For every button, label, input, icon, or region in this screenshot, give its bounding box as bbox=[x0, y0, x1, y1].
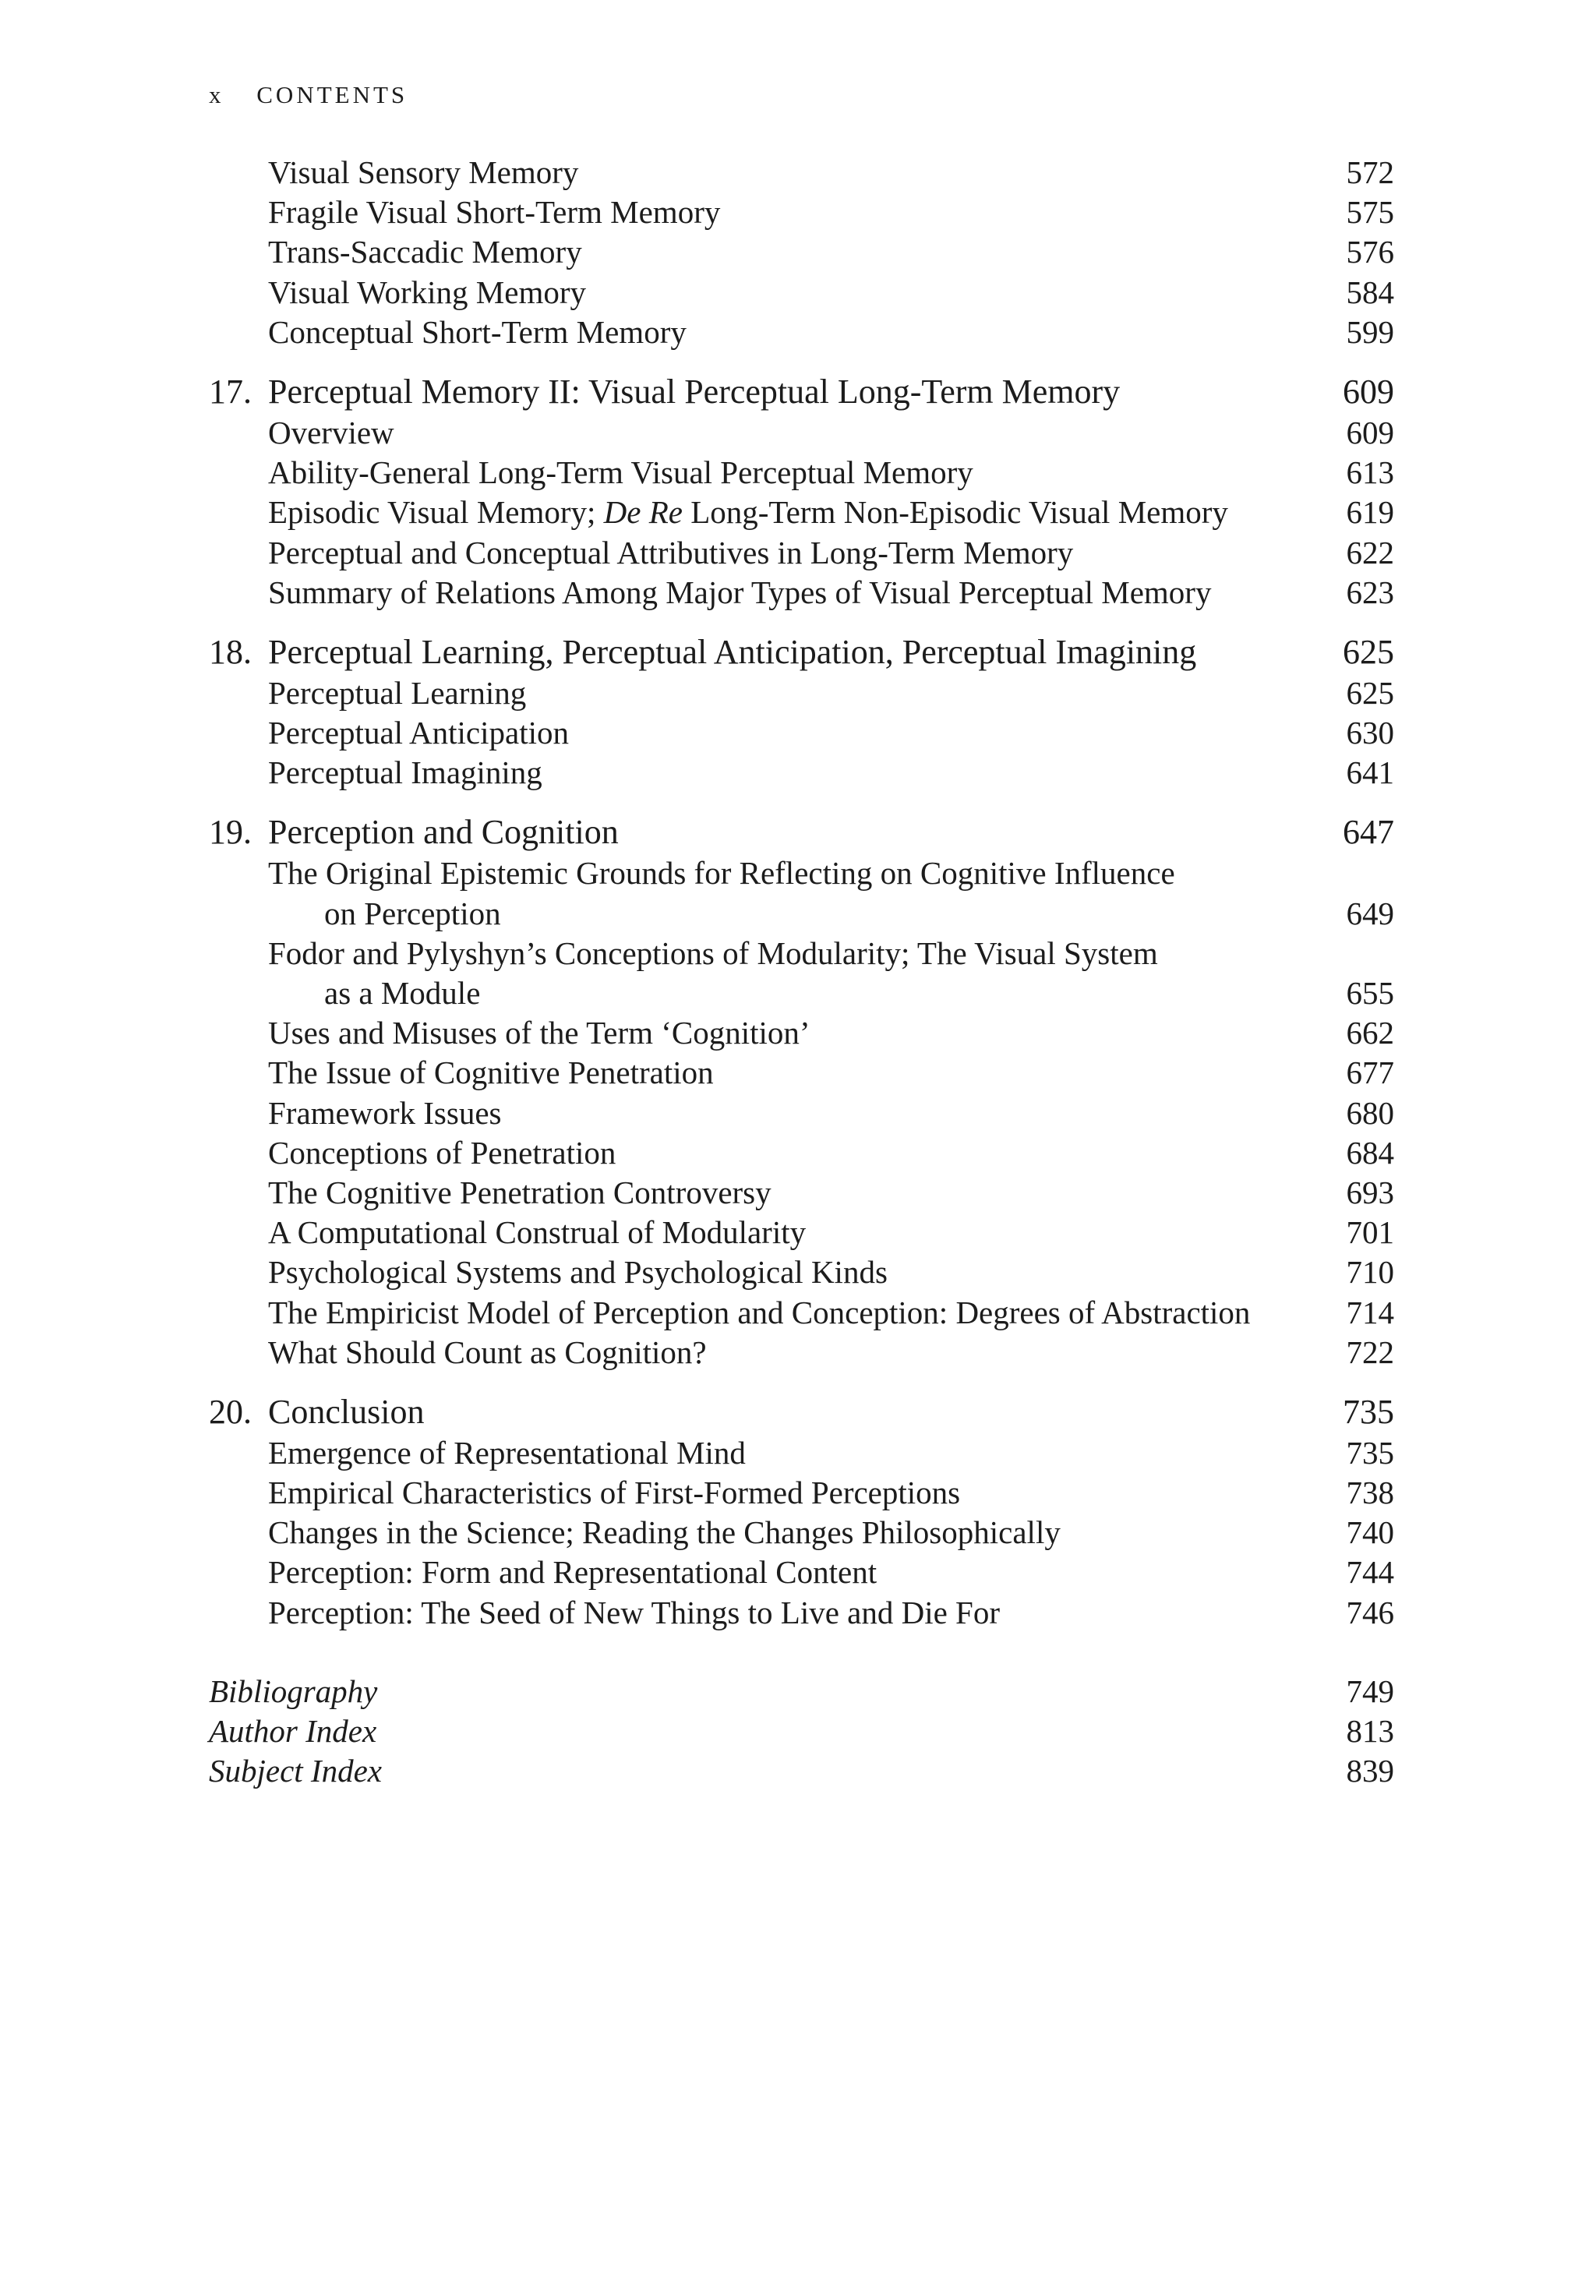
page-number: 623 bbox=[1346, 574, 1394, 610]
chapter-number: 18. bbox=[209, 632, 252, 671]
toc-section bbox=[209, 1433, 1394, 1473]
folio: x bbox=[209, 81, 224, 108]
section-title: Changes in the Science; Reading the Changes Philosophically bbox=[268, 1514, 1061, 1551]
section-title: Empirical Characteristics of First-Formed Perceptions bbox=[268, 1475, 961, 1511]
section-title: Fodor and Pylyshyn’s Conceptions of Modularity; The Visual System bbox=[268, 934, 1158, 971]
page-number: 613 bbox=[1346, 454, 1394, 491]
back-matter-title: Bibliography bbox=[209, 1673, 378, 1709]
page-number: 680 bbox=[1346, 1094, 1394, 1131]
back-matter-title: Subject Index bbox=[209, 1753, 382, 1789]
page-number: 749 bbox=[1346, 1673, 1394, 1709]
page-number: 655 bbox=[1346, 975, 1394, 1011]
page-number: 649 bbox=[1346, 895, 1394, 931]
section-title: Perceptual and Conceptual Attributives in Long-Term Memory bbox=[268, 534, 1074, 570]
section-title-part: Episodic Visual Memory; bbox=[268, 494, 604, 531]
section-title: Conceptual Short-Term Memory bbox=[268, 313, 687, 350]
spacer bbox=[209, 613, 1394, 631]
spacer bbox=[209, 793, 1394, 811]
page-number: 701 bbox=[1346, 1214, 1394, 1251]
page-number: 647 bbox=[1343, 813, 1394, 852]
section-title-italic: De Re bbox=[603, 494, 683, 531]
toc-section bbox=[209, 493, 1394, 532]
page-number: 738 bbox=[1346, 1475, 1394, 1511]
chapter-title: Perception and Cognition bbox=[268, 813, 619, 852]
section-title: Uses and Misuses of the Term ‘Cognition’ bbox=[268, 1015, 810, 1051]
page-number: 744 bbox=[1346, 1554, 1394, 1591]
toc-section bbox=[209, 1293, 1394, 1333]
chapter-title: Perceptual Memory II: Visual Perceptual Long-Term Memory bbox=[268, 372, 1121, 411]
page-number: 622 bbox=[1346, 534, 1394, 570]
section-title: Framework Issues bbox=[268, 1094, 502, 1131]
chapter-number: 20. bbox=[209, 1392, 252, 1431]
section-title: Fragile Visual Short-Term Memory bbox=[268, 194, 721, 231]
toc-section bbox=[209, 853, 1394, 893]
spacer bbox=[209, 1633, 1394, 1672]
toc-chapter-17 bbox=[209, 371, 1394, 413]
toc-section bbox=[209, 533, 1394, 573]
section-title: Overview bbox=[268, 414, 394, 450]
toc-section bbox=[209, 1513, 1394, 1552]
section-title: The Issue of Cognitive Penetration bbox=[268, 1054, 714, 1091]
section-title: Perception: Form and Representational Content bbox=[268, 1554, 877, 1591]
section-title: Conceptions of Penetration bbox=[268, 1134, 616, 1171]
toc-back-matter bbox=[209, 1672, 1394, 1711]
chapter-title: Perceptual Learning, Perceptual Anticipation, Perceptual Imagining bbox=[268, 632, 1197, 671]
page-number: 710 bbox=[1346, 1254, 1394, 1291]
toc-back-matter bbox=[209, 1711, 1394, 1751]
chapter-number: 19. bbox=[209, 813, 252, 852]
spacer bbox=[209, 1372, 1394, 1391]
toc-section bbox=[209, 1552, 1394, 1592]
toc-section-continued bbox=[209, 973, 1394, 1013]
chapter-number: 17. bbox=[209, 372, 252, 411]
section-title bbox=[268, 493, 1228, 532]
section-title: Emergence of Representational Mind bbox=[268, 1434, 746, 1471]
toc-section bbox=[209, 1133, 1394, 1173]
page-number: 609 bbox=[1343, 372, 1394, 411]
page-number: 641 bbox=[1346, 754, 1394, 791]
chapter-title: Conclusion bbox=[268, 1392, 425, 1431]
spacer bbox=[209, 352, 1394, 371]
toc-back-matter bbox=[209, 1751, 1394, 1791]
section-title: Trans-Saccadic Memory bbox=[268, 234, 582, 270]
page-number: 584 bbox=[1346, 274, 1394, 310]
toc-section bbox=[209, 1013, 1394, 1053]
section-title: What Should Count as Cognition? bbox=[268, 1333, 707, 1370]
page-number: 740 bbox=[1346, 1514, 1394, 1551]
section-title: Perceptual Imagining bbox=[268, 754, 542, 791]
section-title: Perception: The Seed of New Things to Live and Die For bbox=[268, 1594, 1001, 1630]
page-number: 625 bbox=[1346, 674, 1394, 711]
page-number: 575 bbox=[1346, 194, 1394, 231]
page-number: 662 bbox=[1346, 1015, 1394, 1051]
toc-section bbox=[209, 1252, 1394, 1292]
toc-chapter-19 bbox=[209, 811, 1394, 853]
page-number: 609 bbox=[1346, 414, 1394, 450]
toc-section bbox=[209, 1333, 1394, 1372]
running-head-title: CONTENTS bbox=[256, 81, 408, 108]
toc-chapter-20 bbox=[209, 1391, 1394, 1433]
page-number: 735 bbox=[1343, 1392, 1394, 1431]
toc-section bbox=[209, 313, 1394, 352]
section-title: Ability-General Long-Term Visual Perceptual Memory bbox=[268, 454, 973, 491]
page-number: 746 bbox=[1346, 1594, 1394, 1630]
page-number: 839 bbox=[1346, 1753, 1394, 1789]
toc-section bbox=[209, 1093, 1394, 1133]
toc-section bbox=[209, 1473, 1394, 1513]
section-title: Perceptual Learning bbox=[268, 674, 527, 711]
section-title: Psychological Systems and Psychological Kinds bbox=[268, 1254, 888, 1291]
section-title: Visual Sensory Memory bbox=[268, 154, 579, 190]
page-number: 619 bbox=[1346, 494, 1394, 531]
page-number: 813 bbox=[1346, 1713, 1394, 1749]
toc-section bbox=[209, 273, 1394, 313]
page-number: 714 bbox=[1346, 1294, 1394, 1330]
toc-section bbox=[209, 713, 1394, 753]
page-number: 693 bbox=[1346, 1174, 1394, 1210]
section-title: Summary of Relations Among Major Types of Visual Perceptual Memory bbox=[268, 574, 1212, 610]
toc-section bbox=[209, 153, 1394, 193]
toc-section bbox=[209, 413, 1394, 453]
section-title: The Empiricist Model of Perception and Conception: Degrees of Abstraction bbox=[268, 1294, 1251, 1330]
page-number: 625 bbox=[1343, 632, 1394, 671]
toc-section bbox=[209, 232, 1394, 272]
toc-section bbox=[209, 1173, 1394, 1213]
section-title: Perceptual Anticipation bbox=[268, 715, 569, 751]
section-title-continued: on Perception bbox=[324, 895, 501, 931]
page-number: 630 bbox=[1346, 715, 1394, 751]
table-of-contents bbox=[209, 153, 1394, 1791]
page-number: 684 bbox=[1346, 1134, 1394, 1171]
section-title: Visual Working Memory bbox=[268, 274, 586, 310]
section-title: A Computational Construal of Modularity bbox=[268, 1214, 807, 1251]
section-title: The Original Epistemic Grounds for Reflecting on Cognitive Influence bbox=[268, 855, 1175, 892]
toc-section bbox=[209, 934, 1394, 973]
section-title: The Cognitive Penetration Controversy bbox=[268, 1174, 772, 1210]
page-number: 735 bbox=[1346, 1434, 1394, 1471]
back-matter-title: Author Index bbox=[209, 1713, 377, 1749]
page-number: 677 bbox=[1346, 1054, 1394, 1091]
toc-chapter-18 bbox=[209, 631, 1394, 673]
page-number: 722 bbox=[1346, 1333, 1394, 1370]
toc-section bbox=[209, 573, 1394, 613]
toc-section bbox=[209, 753, 1394, 793]
page-number: 576 bbox=[1346, 234, 1394, 270]
toc-section-continued bbox=[209, 894, 1394, 934]
toc-section bbox=[209, 453, 1394, 493]
running-head bbox=[209, 78, 408, 112]
toc-section bbox=[209, 1053, 1394, 1093]
page-number: 572 bbox=[1346, 154, 1394, 190]
page-number: 599 bbox=[1346, 313, 1394, 350]
toc-section bbox=[209, 193, 1394, 232]
section-title-part: Long-Term Non-Episodic Visual Memory bbox=[682, 494, 1228, 531]
section-title-continued: as a Module bbox=[324, 975, 481, 1011]
toc-section bbox=[209, 673, 1394, 713]
toc-section bbox=[209, 1213, 1394, 1252]
toc-section bbox=[209, 1593, 1394, 1633]
